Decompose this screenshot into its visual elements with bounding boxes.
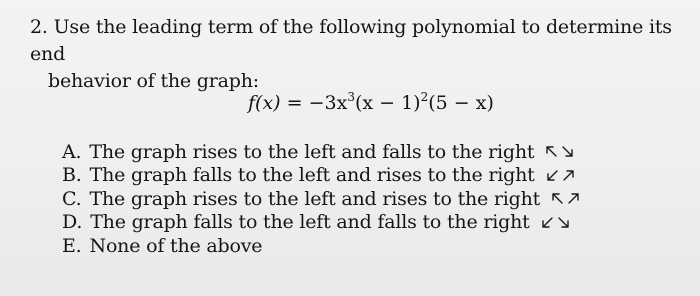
- option-text: The graph rises to the left and rises to the right: [89, 187, 541, 210]
- question-line-2: behavior of the graph:: [48, 70, 259, 92]
- option-a-arrows: [544, 144, 575, 159]
- arrow-down-left-icon: [545, 168, 560, 183]
- option-b-arrows: [545, 168, 576, 183]
- option-a[interactable]: [62, 140, 682, 164]
- option-text: The graph rises to the left and falls to the right: [89, 140, 535, 163]
- option-letter: E.: [62, 234, 82, 257]
- formula-part-3: (5 − x): [428, 92, 494, 114]
- arrow-down-left-icon: [540, 215, 555, 230]
- arrow-up-right-icon: [561, 168, 576, 183]
- option-text: None of the above: [89, 234, 263, 257]
- option-d[interactable]: [62, 211, 682, 235]
- option-letter: B.: [62, 164, 82, 187]
- question-text: [30, 14, 690, 95]
- option-d-arrows: [540, 215, 571, 230]
- formula-exponent-1: 3: [347, 90, 355, 104]
- option-letter: C.: [62, 187, 82, 210]
- option-c[interactable]: [62, 187, 682, 211]
- question-line-1: Use the leading term of the following polynomial to determine its end: [30, 16, 672, 65]
- formula-lhs: f(x) =: [248, 92, 309, 114]
- formula-exponent-2: 2: [420, 90, 429, 104]
- answer-options: [62, 140, 682, 258]
- option-text: The graph falls to the left and falls to the right: [90, 211, 530, 234]
- arrow-down-right-icon: [560, 144, 575, 159]
- polynomial-formula: [248, 92, 494, 114]
- option-e[interactable]: [62, 234, 682, 258]
- option-b[interactable]: [62, 164, 682, 188]
- formula-part-2: (x − 1): [354, 92, 421, 114]
- question-number: 2.: [30, 16, 48, 38]
- arrow-up-right-icon: [566, 191, 581, 206]
- arrow-down-right-icon: [556, 215, 571, 230]
- option-text: The graph falls to the left and rises to the right: [89, 164, 535, 187]
- arrow-up-left-icon: [544, 144, 559, 159]
- option-letter: A.: [62, 140, 82, 163]
- option-c-arrows: [550, 191, 581, 206]
- arrow-up-left-icon: [550, 191, 565, 206]
- option-letter: D.: [62, 211, 83, 234]
- formula-part-1: −3x: [308, 92, 348, 114]
